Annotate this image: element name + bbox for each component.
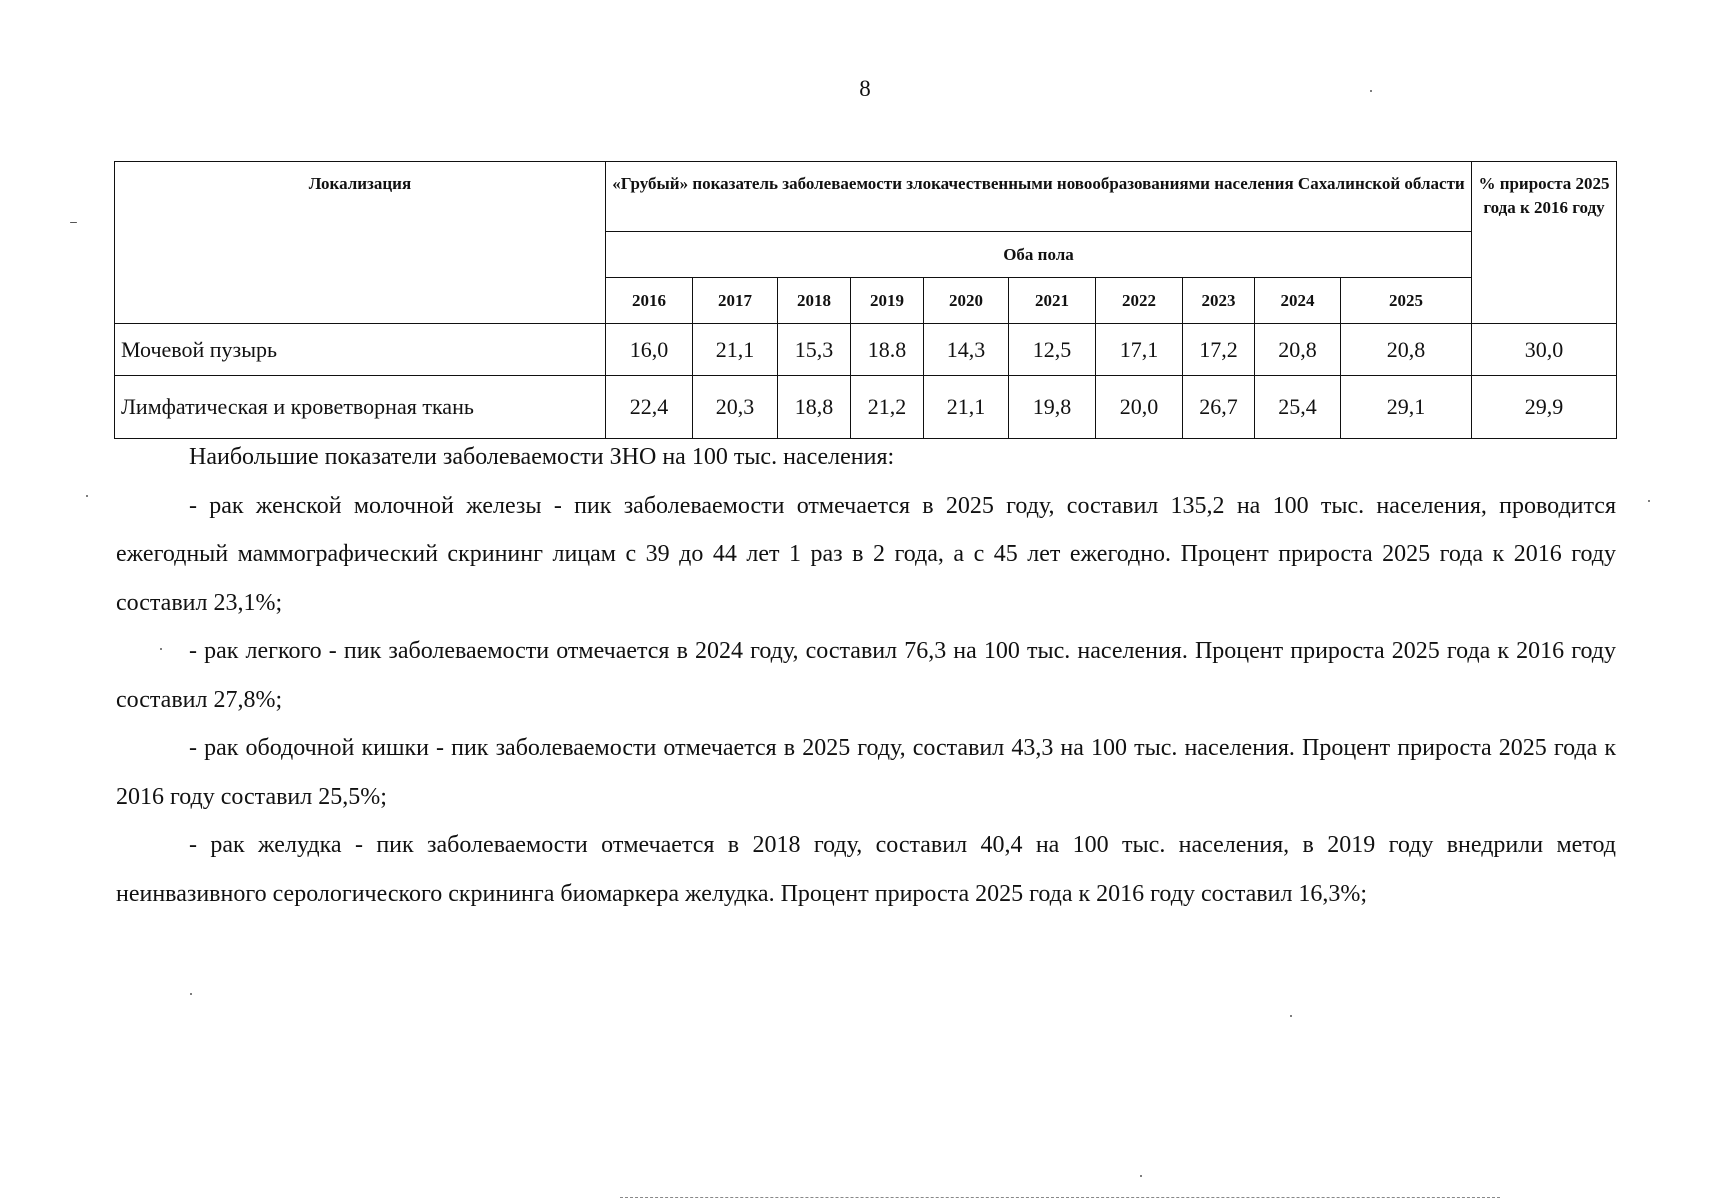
value-cell: 20,8 xyxy=(1341,324,1472,376)
scan-speck xyxy=(190,993,192,995)
scan-speck xyxy=(1370,90,1372,92)
value-cell: 21,1 xyxy=(924,376,1009,439)
row-label: Мочевой пузырь xyxy=(115,324,606,376)
scan-speck xyxy=(1648,500,1650,502)
year-header: 2020 xyxy=(924,278,1009,324)
header-localization: Локализация xyxy=(115,162,606,324)
year-header: 2025 xyxy=(1341,278,1472,324)
value-cell: 16,0 xyxy=(606,324,693,376)
value-cell: 14,3 xyxy=(924,324,1009,376)
value-cell: 20,8 xyxy=(1255,324,1341,376)
table-row xyxy=(115,324,1617,376)
row-label: Лимфатическая и кроветворная ткань xyxy=(115,376,606,439)
list-item: - рак желудка - пик заболеваемости отмечается в 2018 году, составил 40,4 на 100 тыс. населения, в 2019 году внедрили метод неинвазивного серологического скрининга биомаркера желудка. Процент прироста 2025 года к 2016 году составил 16,3%; xyxy=(116,832,1616,907)
header-indicator: «Грубый» показатель заболеваемости злокачественными новообразованиями населения Сахалинской области xyxy=(606,162,1472,232)
value-cell: 18.8 xyxy=(851,324,924,376)
incidence-table xyxy=(114,161,1617,439)
year-header: 2017 xyxy=(693,278,778,324)
value-cell: 26,7 xyxy=(1183,376,1255,439)
page-number: 8 xyxy=(859,76,871,101)
intro-paragraph: Наибольшие показатели заболеваемости ЗНО на 100 тыс. населения: xyxy=(189,444,895,470)
scan-speck xyxy=(70,222,77,223)
body-text xyxy=(116,433,1616,918)
value-cell: 25,4 xyxy=(1255,376,1341,439)
list-item: - рак легкого - пик заболеваемости отмечается в 2024 году, составил 76,3 на 100 тыс. населения. Процент прироста 2025 года к 2016 году составил 27,8%; xyxy=(116,638,1616,713)
growth-cell: 30,0 xyxy=(1472,324,1617,376)
value-cell: 29,1 xyxy=(1341,376,1472,439)
list-item: - рак ободочной кишки - пик заболеваемости отмечается в 2025 году, составил 43,3 на 100 тыс. населения. Процент прироста 2025 года к 2016 году составил 25,5%; xyxy=(116,735,1616,810)
growth-cell: 29,9 xyxy=(1472,376,1617,439)
value-cell: 17,1 xyxy=(1096,324,1183,376)
year-header: 2019 xyxy=(851,278,924,324)
scan-speck xyxy=(1290,1015,1292,1017)
value-cell: 20,3 xyxy=(693,376,778,439)
year-header: 2022 xyxy=(1096,278,1183,324)
value-cell: 22,4 xyxy=(606,376,693,439)
value-cell: 12,5 xyxy=(1009,324,1096,376)
scan-edge xyxy=(620,1197,1500,1198)
value-cell: 18,8 xyxy=(778,376,851,439)
year-header: 2021 xyxy=(1009,278,1096,324)
list-item: - рак женской молочной железы - пик заболеваемости отмечается в 2025 году, составил 135,2 на 100 тыс. населения, проводится ежегодный маммографический скрининг лицам с 39 до 44 лет 1 раз в 2 года, а с 45 лет ежегодно. Процент прироста 2025 года к 2016 году составил 23,1%; xyxy=(116,492,1616,616)
year-header: 2016 xyxy=(606,278,693,324)
year-header: 2018 xyxy=(778,278,851,324)
header-growth: % прироста 2025 года к 2016 году xyxy=(1472,162,1617,324)
value-cell: 21,1 xyxy=(693,324,778,376)
scan-speck xyxy=(86,495,88,497)
scan-speck xyxy=(1140,1175,1142,1177)
value-cell: 21,2 xyxy=(851,376,924,439)
value-cell: 15,3 xyxy=(778,324,851,376)
scan-speck xyxy=(160,648,162,650)
value-cell: 20,0 xyxy=(1096,376,1183,439)
header-sex: Оба пола xyxy=(606,232,1472,278)
year-header: 2023 xyxy=(1183,278,1255,324)
value-cell: 17,2 xyxy=(1183,324,1255,376)
value-cell: 19,8 xyxy=(1009,376,1096,439)
table-row xyxy=(115,376,1617,439)
year-header: 2024 xyxy=(1255,278,1341,324)
